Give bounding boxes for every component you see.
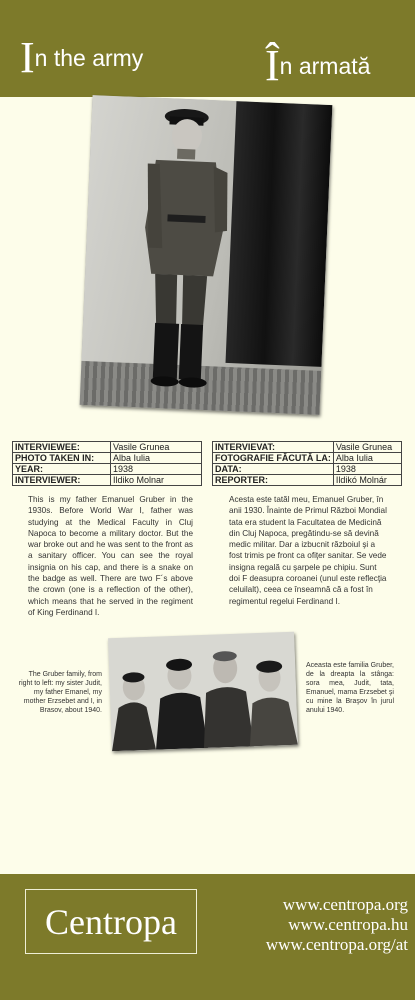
info-value: Ildiko Molnar: [111, 475, 202, 486]
info-value: Vasile Grunea: [333, 442, 401, 453]
info-label: REPORTER:: [213, 475, 334, 486]
table-row: [13, 475, 202, 486]
link-centropa-org[interactable]: www.centropa.org: [282, 895, 408, 914]
description-romanian: Acesta este tatăl meu, Emanuel Gruber, în anii 1930. Înainte de Primul Război Mondial tata era student la Facultatea de Medicină din Cluj Napoca, pregătindu-se să devină medic militar. Dar a izbucnit războiul şi a fost trimis pe front ca ofiţer sanitar. Se vede insigna regală cu şarpele pe chipiu. Sunt doi F deasupra coroanei (unul este reflecţia celuilalt), ceea ce înseamnă că a fost în regimentul regelui Ferdinand I.: [229, 495, 387, 606]
info-label: PHOTO TAKEN IN:: [13, 453, 111, 464]
title-english: [20, 33, 144, 82]
footer-banner: [0, 874, 415, 1000]
info-label: INTERVIEWEE:: [13, 442, 111, 453]
title-en-rest: n the army: [34, 45, 144, 71]
family-figures: [108, 632, 298, 751]
table-row: [213, 464, 402, 475]
soldier-figure: [80, 95, 333, 415]
table-row: [13, 464, 202, 475]
info-label: DATA:: [213, 464, 334, 475]
info-table-english: [12, 441, 202, 486]
title-ro-rest: n armată: [279, 53, 371, 79]
caption-romanian: Aceasta este familia Gruber, de la dreapta la stânga: sora mea, Judit, tata, Emanuel, mama Erzsebet şi cu mine la Braşov în jurul anului 1940.: [306, 662, 394, 714]
table-row: [13, 453, 202, 464]
info-label: INTERVIEWER:: [13, 475, 111, 486]
info-value: 1938: [333, 464, 401, 475]
table-row: [213, 475, 402, 486]
title-en-initial: I: [20, 33, 35, 82]
info-value: Vasile Grunea: [111, 442, 202, 453]
title-ro-initial: Î: [265, 41, 280, 90]
logo-text: Centropa: [45, 902, 177, 942]
table-row: [213, 442, 402, 453]
info-label: FOTOGRAFIE FĂCUTĂ LA:: [213, 453, 334, 464]
info-table-romanian: [212, 441, 402, 486]
table-row: [13, 442, 202, 453]
description-english: This is my father Emanuel Gruber in the 1930s. Before World War I, father was studying at the Medical Faculty in Cluj Napoca to become a military doctor. But the war broke out and he was sent to the front as a sanitary officer. You can see the royal insignia on his cap, and there is a snake on the badge as well. There are two F´s above the crown (one is a reflection of the other), which means that he served in the regiment of King Ferdinand I.: [28, 495, 193, 617]
title-romanian: [265, 41, 371, 90]
link-centropa-at[interactable]: www.centropa.org/at: [265, 935, 408, 954]
link-centropa-hu[interactable]: www.centropa.hu: [288, 915, 408, 934]
table-row: [213, 453, 402, 464]
website-links: [228, 895, 408, 955]
info-value: 1938: [111, 464, 202, 475]
info-value: Ildikó Molnár: [333, 475, 401, 486]
info-value: Alba Iulia: [111, 453, 202, 464]
info-label: YEAR:: [13, 464, 111, 475]
centropa-logo: [25, 889, 197, 954]
soldier-photo: [80, 95, 333, 415]
info-value: Alba Iulia: [333, 453, 401, 464]
caption-english: The Gruber family, from right to left: my sister Judit, my father Emanel, my mother Erzsebet and I, in Brasov, about 1940.: [18, 671, 102, 714]
family-photo: [108, 632, 298, 751]
header-banner: [0, 0, 415, 97]
info-label: INTERVIEVAT:: [213, 442, 334, 453]
